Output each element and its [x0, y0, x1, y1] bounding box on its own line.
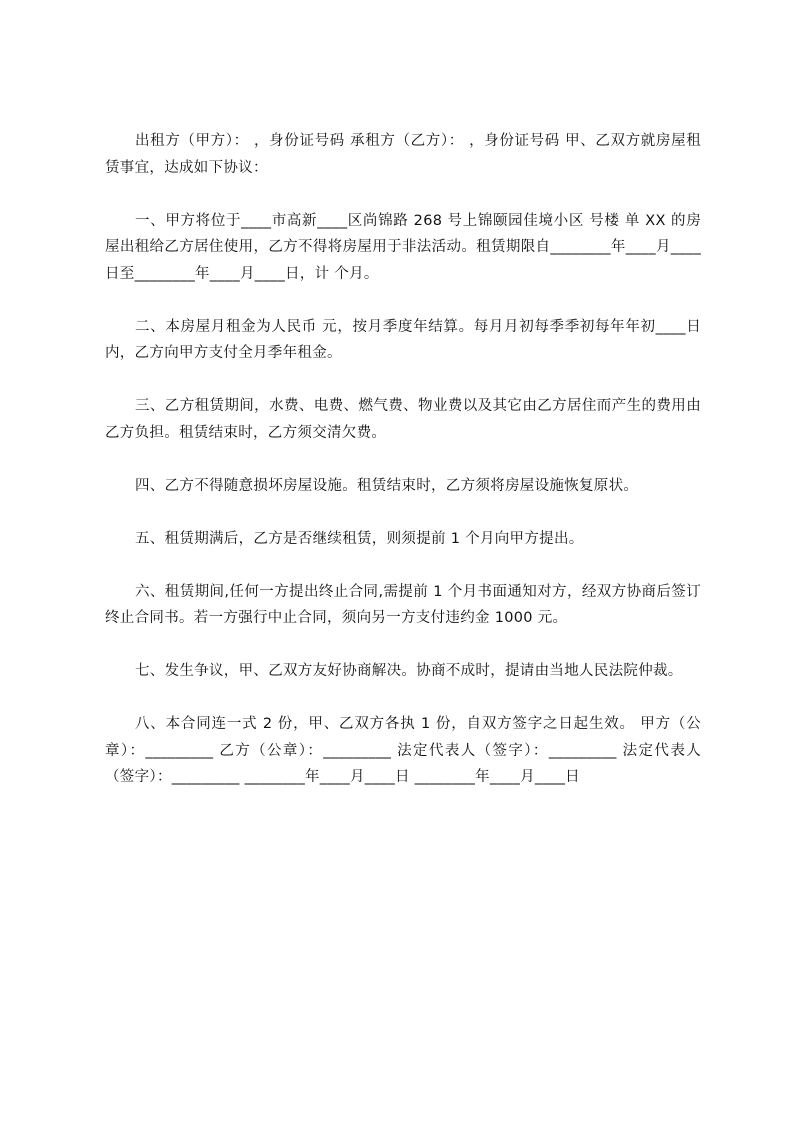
clause-1-premises-and-term: 一、甲方将位于____市高新____区尚锦路 268 号上锦颐园佳境小区 号楼 单 XX 的房屋出租给乙方居住使用，乙方不得将房屋用于非法活动。租赁期限自________年____月____日至________年____月____日，计 个月。: [105, 212, 701, 282]
paragraph-spacer: [105, 446, 701, 473]
contract-intro-paragraph: 出租方（甲方）： ，身份证号码 承租方（乙方）： ，身份证号码 甲、乙双方就房屋租赁事宜，达成如下协议：: [105, 133, 701, 176]
clause-2-rent: 二、本房屋月租金为人民币 元，按月季度年结算。每月月初每季季初每年年初____日内，乙方向甲方支付全月季年租金。: [105, 318, 701, 361]
paragraph-spacer: [105, 685, 701, 712]
paragraph-spacer: [105, 367, 701, 394]
paragraph-spacer: [105, 181, 701, 208]
paragraph-spacer: [105, 287, 701, 314]
paragraph-spacer: [105, 499, 701, 526]
paragraph-spacer: [105, 552, 701, 579]
paragraph-spacer: [105, 632, 701, 659]
clause-8-signatures: 八、本合同连一式 2 份，甲、乙双方各执 1 份，自双方签字之日起生效。 甲方（公章）：_________ 乙方（公章）：_________ 法定代表人（签字）：_________ 法定代表人（签字）：_________ ________年____月____日 ________年____月____日: [105, 716, 701, 785]
contract-body: [105, 128, 701, 791]
clause-6-termination: 六、租赁期间,任何一方提出终止合同,需提前 1 个月书面通知对方，经双方协商后签订终止合同书。若一方强行中止合同，须向另一方支付违约金 1000 元。: [105, 583, 701, 626]
clause-4-facilities: 四、乙方不得随意损坏房屋设施。租赁结束时，乙方须将房屋设施恢复原状。: [135, 477, 639, 494]
clause-5-renewal: 五、租赁期满后，乙方是否继续租赁，则须提前 1 个月向甲方提出。: [135, 530, 584, 547]
clause-7-disputes: 七、发生争议，甲、乙双方友好协商解决。协商不成时，提请由当地人民法院仲裁。: [135, 663, 683, 679]
clause-3-utilities: 三、乙方租赁期间，水费、电费、燃气费、物业费以及其它由乙方居住而产生的费用由乙方负担。租赁结束时，乙方须交清欠费。: [105, 398, 701, 441]
